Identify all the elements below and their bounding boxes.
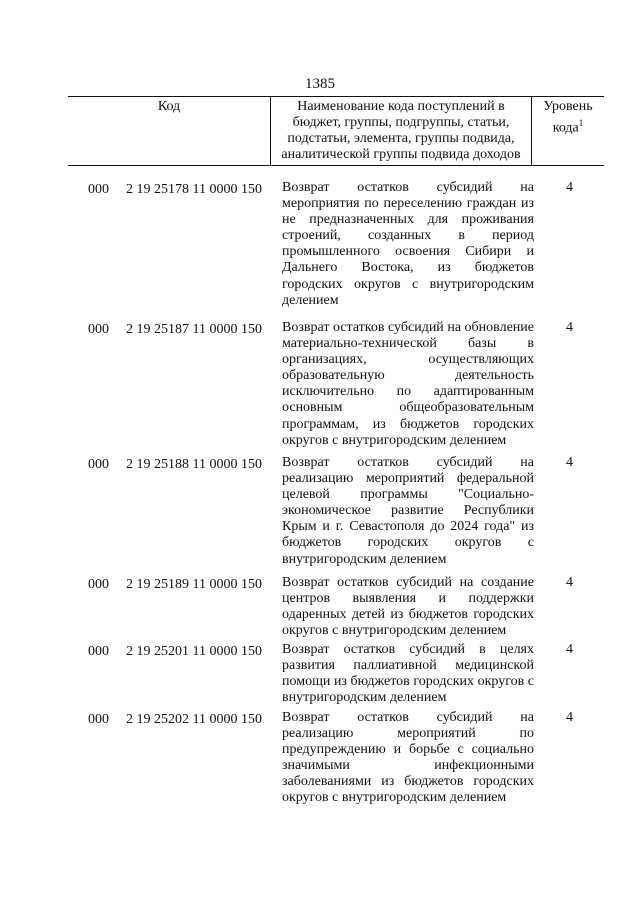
row-name: Возврат остатков субсидий на мероприятия по переселению граждан из не предназначенных для проживания строений, созданных в период промышленного освоения Сибири и Дальнего Востока, из бюджетов городских округов с внутригородским делением [282, 180, 534, 308]
table-row [0, 710, 640, 820]
row-code: 2 19 25202 11 0000 150 [126, 712, 262, 727]
page-number: 1385 [305, 76, 335, 92]
header-level: Уровень кода [543, 99, 593, 136]
row-prefix: 000 [88, 322, 109, 337]
table-row [0, 320, 640, 455]
header-level-cell [532, 97, 605, 166]
row-name: Возврат остатков субсидий на создание центров выявления и поддержки одаренных детей из бюджетов городских округов с внутригородским делением [282, 575, 534, 639]
row-prefix: 000 [88, 577, 109, 592]
table-row [0, 180, 640, 320]
row-code: 2 19 25187 11 0000 150 [126, 322, 262, 337]
row-level: 4 [566, 320, 573, 335]
row-name: Возврат остатков субсидий в целях развития паллиативной медицинской помощи из бюджетов городских округов с внутригородским делением [282, 642, 534, 706]
row-level: 4 [566, 710, 573, 725]
row-level: 4 [566, 575, 573, 590]
row-code: 2 19 25188 11 0000 150 [126, 457, 262, 472]
row-level: 4 [566, 180, 573, 195]
table-row [0, 575, 640, 642]
row-prefix: 000 [88, 644, 109, 659]
table-row [0, 455, 640, 575]
row-name: Возврат остатков субсидий на реализацию мероприятий по предупреждению и борьбе с социально значимыми инфекционными заболеваниями из бюджетов городских округов с внутригородским делением [282, 710, 534, 806]
row-level: 4 [566, 642, 573, 657]
header-code: Код [68, 97, 271, 166]
table-body [0, 180, 640, 820]
header-name: Наименование кода поступлений в бюджет, группы, подгруппы, статьи, подстатьи, элемента, группы подвида, аналитической группы подвида доходов [271, 97, 532, 166]
row-code: 2 19 25178 11 0000 150 [126, 182, 262, 197]
row-prefix: 000 [88, 712, 109, 727]
row-code: 2 19 25201 11 0000 150 [126, 644, 262, 659]
table-header [68, 96, 604, 166]
row-name: Возврат остатков субсидий на реализацию мероприятий федеральной целевой программы "Социально-экономическое развитие Республики Крым и г. Севастополя до 2024 года" из бюджетов городских округов с внутригородским делением [282, 455, 534, 567]
row-prefix: 000 [88, 457, 109, 472]
row-level: 4 [566, 455, 573, 470]
table-row [0, 642, 640, 710]
row-code: 2 19 25189 11 0000 150 [126, 577, 262, 592]
header-level-footnote: 1 [578, 118, 584, 128]
row-prefix: 000 [88, 182, 109, 197]
row-name: Возврат остатков субсидий на обновление материально-технической базы в организациях, осуществляющих образовательную деятельность исключительно по адаптированным основным общеобразовательным программам, из бюджетов городских округов с внутригородским делением [282, 320, 534, 448]
